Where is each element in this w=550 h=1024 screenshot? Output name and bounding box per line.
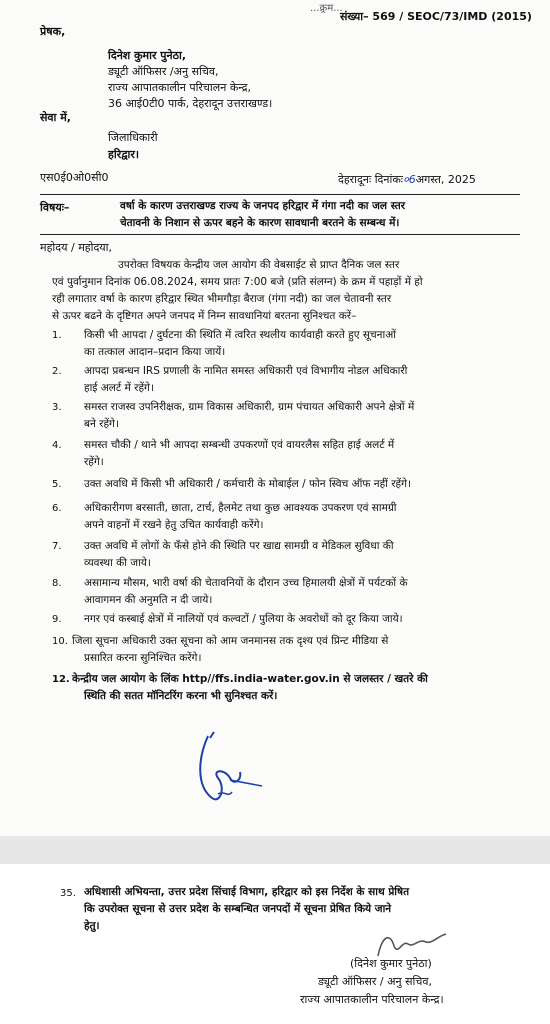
recipient-label: सेवा में, [40,111,71,124]
list-item-number: 9. [52,614,62,625]
sender-label: प्रेषक, [40,25,66,38]
list-item-line: रहेंगे। [84,456,104,468]
signatory-designation: ड्यूटी ऑफिसर / अनु सचिव, [318,975,432,988]
body-line-3: रही लगातार वर्षा के कारण हरिद्वार स्थित भीमगौड़ा बैराज (गंगा नदी) का जल चेतावनी स्तर [52,293,392,305]
header-note: ...क्र्रम... [310,3,343,14]
list-item-line: जिला सूचना अधिकारी उक्त सूचना को आम जनमानस तक दृश्य एवं प्रिन्ट मीडिया से [72,635,389,647]
forwarding-line-1: अधिशासी अभियन्ता, उत्तर प्रदेश सिंचाई विभाग, हरिद्वार को इस निर्देश के साथ प्रेषित [84,886,410,898]
list-item-line: आपदा प्रबन्धन IRS प्रणाली के नामित समस्त अधिकारी एवं विभागीय नोडल अधिकारी [84,365,408,377]
divider-top [40,194,520,195]
date-suffix: अगस्त, 2025 [415,173,476,186]
date-prefix: देहरादूनः दिनांकः [338,173,404,186]
divider-bottom [40,234,520,235]
list-item-number: 12. [52,674,70,685]
salutation: महोदय / महोदया, [40,241,113,254]
forwarding-page [0,864,550,1024]
list-item-number: 10. [52,636,68,647]
list-item-line: नगर एवं कस्बाई क्षेत्रों में नालियों एवं कल्वटों / पुलिया के अवरोधों को दूर किया जाये। [84,613,403,625]
sender-name: दिनेश कुमार पुनेठा, [108,49,187,62]
recipient-place: हरिद्वार। [108,148,140,161]
list-item-line: हाई अलर्ट में रहेंगे। [84,382,154,394]
list-item-line: प्रसारित करना सुनिश्चित करेंगे। [84,652,202,664]
list-item-number: 5. [52,479,62,490]
list-item-number: 2. [52,366,62,377]
handwritten-date: ०6 [403,173,416,186]
recipient-title: जिलाधिकारी [108,131,158,144]
office-code: एस0ई0ओ0सी0 [40,171,109,184]
list-item-line: किसी भी आपदा / दुर्घटना की स्थिति में त्वरित स्थलीय कार्यवाही करते हुए सूचनाओं [84,329,396,341]
date-line [338,172,476,187]
sender-office: राज्य आपातकालीन परिचालन केन्द्र, [108,81,252,94]
subject-line-1: वर्षा के कारण उत्तराखण्ड राज्य के जनपद हरिद्वार में गंगा नदी का जल स्तर [120,200,406,212]
forwarding-line-2: कि उपरोक्त सूचना से उत्तर प्रदेश के सम्बन्धित जनपदों में सूचना प्रेषित किये जाने [84,903,392,915]
list-item-line: समस्त राजस्व उपनिरीक्षक, ग्राम विकास अधिकारी, ग्राम पंचायत अधिकारी अपने क्षेत्रों में [84,401,415,413]
subject-line-2: चेतावनी के निशान से ऊपर बहने के कारण सावधानी बरतने के सम्बन्ध में। [120,217,400,229]
signatory-name: (दिनेश कुमार पुनेठा) [350,957,432,970]
forwarding-line-3: हेतु। [84,920,100,932]
subject-label: विषयः– [40,201,70,214]
list-item-line: उक्त अवधि में लोगों के फँसे होने की स्थिति पर खाद्य सामग्री व मेडिकल सुविधा की [84,540,394,552]
reference-number: संख्या– 569 / SEOC/73/IMD (2015) [340,10,532,23]
list-item-line: अधिकारीगण बरसाती, छाता, टार्च, हैलमेट तथा कुछ आवश्यक उपकरण एवं सामग्री [84,502,397,514]
body-line-2: एवं पुर्वानुमान दिनांक 06.08.2024, समय प्रातः 7:00 बजे (प्रति संलग्न) के क्रम में पहाड़ों में हो [52,276,423,288]
list-item-line: केन्द्रीय जल आयोग के लिंक http//ffs.india-water.gov.in से जलस्तर / खतरे की [72,673,428,685]
list-item-line: अपने वाहनों में रखने हेतु उचित कार्यवाही करेंगे। [84,519,264,531]
list-item-number: 4. [52,440,62,451]
list-item-line: का तत्काल आदान–प्रदान किया जायें। [84,346,226,358]
sender-address: 36 आई0टी0 पार्क, देहरादून उत्तराखण्ड। [108,97,273,110]
list-item-line: उक्त अवधि में किसी भी अधिकारी / कर्मचारी के मोबाईल / फोन स्विच ऑफ नहीं रहेंगे। [84,478,411,490]
list-item-number: 6. [52,503,62,514]
forwarding-number: 35. [60,888,76,899]
list-item-number: 1. [52,330,62,341]
list-item-line: स्थिति की सतत मॉनिटरिंग करना भी सुनिश्चत करें। [84,690,278,702]
body-line-1: उपरोक्त विषयक केन्द्रीय जल आयोग की वेबसाईट से प्राप्त दैनिक जल स्तर [118,259,400,271]
list-item-number: 7. [52,541,62,552]
signature-image [190,728,280,808]
list-item-line: बने रहेंगे। [84,418,119,430]
sender-designation: ड्यूटी ऑफिसर /अनु सचिव, [108,65,219,78]
list-item-number: 8. [52,578,62,589]
list-item-line: व्यवस्था की जाये। [84,557,151,569]
list-item-number: 3. [52,402,62,413]
signatory-office: राज्य आपातकालीन परिचालन केन्द्र। [300,993,444,1006]
list-item-line: असामान्य मौसम, भारी वर्षा की चेतावनियों के दौरान उच्च हिमालयी क्षेत्रों में पर्यटकों के [84,577,408,589]
page-separator [0,836,550,864]
list-item-line: आवागमन की अनुमति न दी जाये। [84,594,213,606]
list-item-line: समस्त चौकी / थाने भी आपदा सम्बन्धी उपकरणों एवं वायरलैस सहित हाई अलर्ट में [84,439,395,451]
body-line-4: से ऊपर बढने के दृष्टिगत अपने जनपद में निम्न सावधानियां बरतना सुनिश्चत करें– [52,310,357,322]
